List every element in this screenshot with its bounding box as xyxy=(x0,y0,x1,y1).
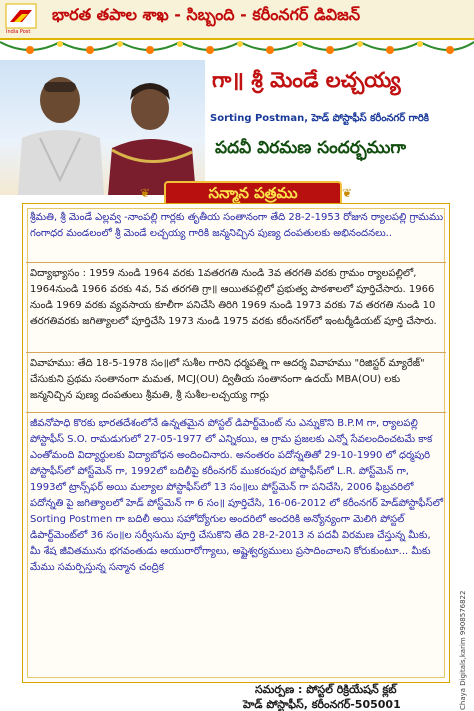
honoree-designation: Sorting Postman, హెడ్ పోస్టాఫీస్ కరీంనగర్ గారికి xyxy=(210,113,430,124)
honoree-name: గా॥ శ్రీ మెండే లచ్చయ్య xyxy=(212,68,401,92)
honoree-photo xyxy=(0,60,205,195)
divider xyxy=(26,352,446,353)
retirement-heading: పదవీ విరమణ సందర్భముగా xyxy=(215,138,407,158)
career-paragraph: జీవనోపాధి కొరకు భారతదేశంలోనే ఉన్నతమైన పోస్టల్ డిపార్ట్‌మెంట్ ను ఎన్నుకొని B.P.M గా, ర్యాలపల్లి పోస్టాఫీస్ S.O. రామడుగులో 27-05-1977 లో ఎన్నికయి, ఆ గ్రామ ప్రజలకు ఎన్నో సేవలందించటమే కాక ఎంతోమంది విద్యార్థులకు విద్యాబోధన అందించినారు. అనంతరం పదోన్నతితో 29-10-1990 లో ధర్మపురి పోస్టాఫీస్‌లో పోస్ట్‌మెన్ గా, 1992లో బదిలీపై కరీంనగర్ ముకరంపుర పోస్టాఫీస్‌లో L.R. పోస్ట్‌మెన్ గా, 1993లో ట్రాన్స్‌ఫర్ అయి మల్యాల పోస్టాఫీస్‌లో 13 సం॥లు పోస్ట్‌మెన్ గా పనిచేసి, 2006 ఫిబ్రవరిలో పదోన్నతి పై జగిత్యాలలో హెడ్ పోస్ట్‌మెన్ గా 6 సం॥ పూర్తిచేసి, 16-06-2012 లో కరీంనగర్ హెడ్‌పోస్టాఫీస్‌లో Sorting Postmen గా బదిలీ అయి సహోద్యోగుల అందరిలో అందరికి అన్యోన్యంగా మెలిగి పోస్టల్ డిపార్ట్‌మెంట్‌లో 36 సం॥ల సర్వీసును పూర్తి చేసుకొని తేది 28-2-2013 న పదవీ విరమణ చేస్తున్న మీకు, మీ శేష జీవితమును భగవంతుడు ఆయురారోగ్యాలు, అష్టైశ్వర్యములు ప్రసాదించాలని కోరుకుంటూ... మీకు మేము సమర్పిస్తున్న సన్మాన చంద్రిక xyxy=(30,418,443,573)
top-banner xyxy=(0,0,474,40)
badge-title: సన్మాన పత్రము xyxy=(208,184,298,202)
ornament-left-icon: ❦ xyxy=(140,186,151,200)
marriage-paragraph: వివాహము: తేది 18-5-1978 సం॥లో సుశీల గారిని ధర్మపత్ని గా ఆదర్శ వివాహము "రిజిస్టర్ మ్యారేజ్" చేసుకుని ప్రథమ సంతానంగా మమత, MCJ(OU) ద్వితీయ సంతానంగా ఉదయ్ MBA(OU) లకు జన్మనిచ్చిన పుణ్య దంపతులు శ్రీమతి, శ్రీ సుశీల-లచ్చయ్య గార్లు xyxy=(30,358,425,401)
flower-garland-icon xyxy=(0,38,474,60)
birth-paragraph: శ్రీమతి, శ్రీ మెండే ఎల్లవ్వ -నాంపల్లి గార్లకు తృతీయ సంతానంగా తేది 28-2-1953 రోజున ర్యాలపల్లి గ్రామము గంగాధర మండలంలో శ్రీ మెండే లచ్చయ్య గారికి జన్మనిచ్చిన పుణ్య దంపతులకు అభినందనలు.. xyxy=(30,212,444,239)
side-credit: Chaya Digitals,karim 9908576822 xyxy=(459,590,467,710)
presented-by: సమర్పణ : పోస్టల్ రిక్రియేషన్ క్లబ్ xyxy=(255,683,397,696)
banner-title: భారత తపాల శాఖ - సిబ్బంది - కరీంనగర్ డివిజన్ xyxy=(52,5,361,24)
ornament-right-icon: ❦ xyxy=(342,186,353,200)
couple-photo-icon xyxy=(0,60,205,195)
education-paragraph: విద్యాభ్యాసం : 1959 నుండి 1964 వరకు 1వతరగతి నుండి 3వ తరగతి వరకు గ్రామం ర్యాలపల్లిలో, 1964నుండి 1966 వరకు 4వ, 5వ తరగతి గ్రా॥ ఆయితపల్లిలో ప్రభుత్వ పాఠశాలలో పూర్తిచేసారు. 1966 నుండి 1969 వరకు వ్యవసాయ కూలీగా పనిచేసి తిరిగి 1969 నుండి 1973 వరకు 7వ తరగతి నుండి 10 తరగతివరకు జగిత్యాలలో పూర్తిచేసి 1973 నుండి 1975 వరకు కరీంనగర్‌లో ఇంటర్మీడియట్ పూర్తి చేసారు. xyxy=(30,268,437,327)
divider xyxy=(26,412,446,413)
presenter-address: హెడ్ పోస్టాఫీస్, కరీంనగర్-505001 xyxy=(243,698,401,711)
divider xyxy=(26,262,446,263)
logo-caption: India Post xyxy=(6,29,31,35)
